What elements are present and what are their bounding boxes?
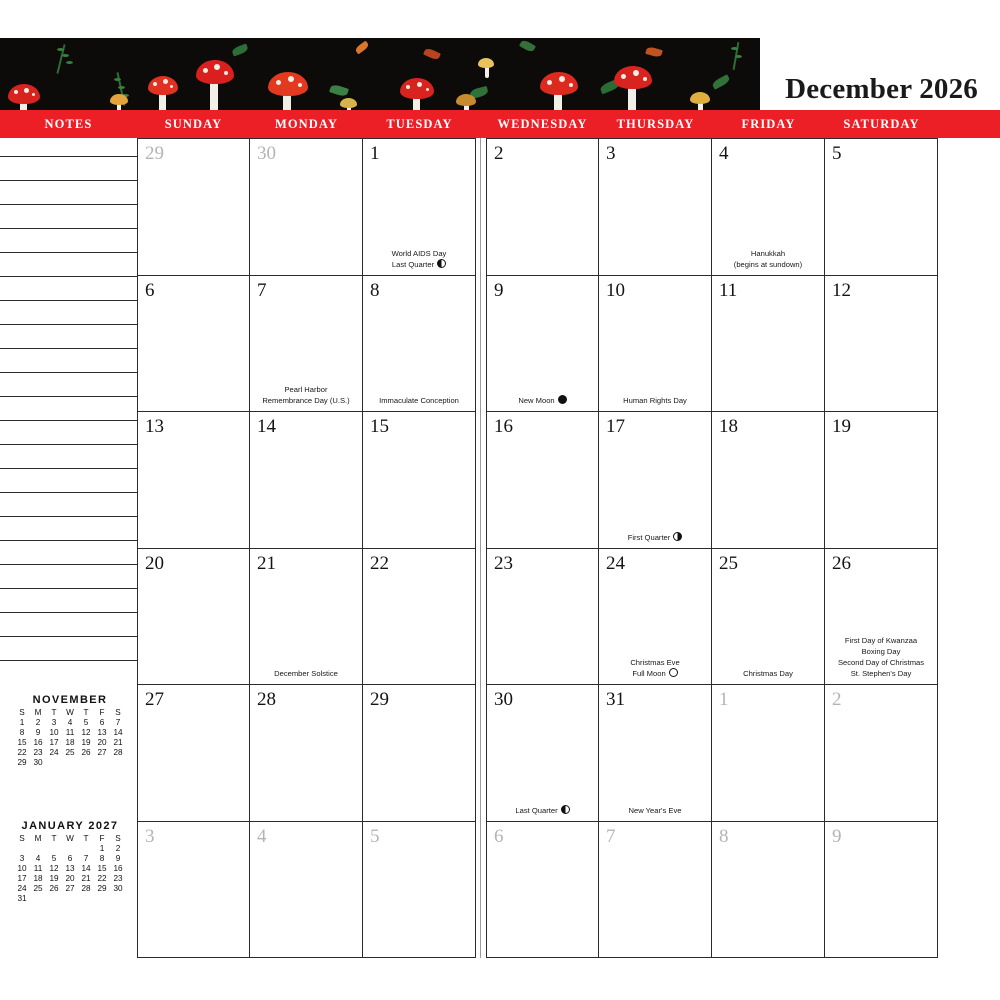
day-cell-thursday[interactable] xyxy=(599,548,712,685)
mini-day: 26 xyxy=(81,748,91,757)
day-cell-saturday[interactable] xyxy=(825,411,938,548)
day-cell-monday[interactable] xyxy=(250,411,363,548)
mini-day: 28 xyxy=(113,748,123,757)
event-label: St. Stephen's Day xyxy=(850,669,912,679)
mini-day: 1 xyxy=(19,718,25,727)
day-number: 30 xyxy=(494,689,513,711)
day-cell-thursday[interactable] xyxy=(599,275,712,412)
day-cell-saturday[interactable] xyxy=(825,821,938,958)
mini-day: 16 xyxy=(33,738,43,747)
mini-day: 27 xyxy=(65,884,75,893)
mini-day: 5 xyxy=(51,854,57,863)
mini-month-title: NOVEMBER xyxy=(32,694,108,706)
day-number: 19 xyxy=(832,416,851,438)
mini-day: 6 xyxy=(67,854,73,863)
day-number: 25 xyxy=(719,552,738,574)
fern-leaf-icon xyxy=(62,54,69,57)
mini-day: 29 xyxy=(97,884,107,893)
center-fold-gutter xyxy=(476,138,486,958)
mini-day xyxy=(78,758,94,768)
day-number: 29 xyxy=(370,689,389,711)
week-row xyxy=(486,548,938,685)
leaf-icon xyxy=(231,44,249,57)
mini-day: 8 xyxy=(99,854,105,863)
mini-day: 15 xyxy=(17,738,27,747)
mini-day xyxy=(46,758,62,768)
day-cell-friday[interactable] xyxy=(712,275,825,412)
mini-weekday: S xyxy=(19,834,25,843)
week-row xyxy=(137,411,476,548)
mini-weekday: F xyxy=(99,834,105,843)
mini-day xyxy=(46,894,62,904)
event-label: Last Quarter xyxy=(367,259,471,270)
week-row xyxy=(137,821,476,958)
day-number: 9 xyxy=(832,825,842,847)
day-number: 8 xyxy=(370,279,380,301)
mini-day: 9 xyxy=(115,854,121,863)
day-number: 8 xyxy=(719,825,729,847)
mini-day xyxy=(110,758,126,768)
month-grid xyxy=(137,138,1000,958)
mini-month-grid xyxy=(14,834,126,904)
column-header-sunday: SUNDAY xyxy=(164,116,223,131)
day-number: 4 xyxy=(257,825,267,847)
moon-phase-new-icon xyxy=(558,395,567,404)
day-cell-monday[interactable] xyxy=(250,821,363,958)
day-cell-wednesday[interactable] xyxy=(486,821,599,958)
mini-day xyxy=(110,894,126,904)
day-number: 23 xyxy=(494,552,513,574)
day-cell-friday[interactable] xyxy=(712,548,825,685)
mini-day: 7 xyxy=(83,854,89,863)
mini-day: 19 xyxy=(81,738,91,747)
mini-day: 30 xyxy=(113,884,123,893)
mini-day: 13 xyxy=(97,728,107,737)
mini-day: 10 xyxy=(49,728,59,737)
event-label: Human Rights Day xyxy=(623,396,687,406)
day-number: 5 xyxy=(370,825,380,847)
column-header-saturday: SATURDAY xyxy=(843,116,920,131)
day-events xyxy=(603,532,707,543)
day-cell-thursday[interactable] xyxy=(599,684,712,821)
day-cell-monday[interactable] xyxy=(250,684,363,821)
day-cell-friday[interactable] xyxy=(712,821,825,958)
event-label: Pearl Harbor xyxy=(284,385,328,395)
mini-weekday: M xyxy=(34,708,42,717)
mini-day: 13 xyxy=(65,864,75,873)
mini-day xyxy=(30,894,46,904)
leaf-icon xyxy=(711,74,731,90)
mini-day xyxy=(78,894,94,904)
day-number: 18 xyxy=(719,416,738,438)
column-header-friday: FRIDAY xyxy=(741,116,796,131)
mini-day: 19 xyxy=(49,874,59,883)
column-header-tuesday: TUESDAY xyxy=(386,116,453,131)
weekday-header-row xyxy=(0,110,1000,138)
mini-day: 15 xyxy=(97,864,107,873)
day-cell-friday[interactable] xyxy=(712,138,825,275)
mini-month-november xyxy=(14,694,126,768)
day-number: 20 xyxy=(145,552,164,574)
day-number: 7 xyxy=(257,279,267,301)
mini-day: 27 xyxy=(97,748,107,757)
mini-month-title: JANUARY 2027 xyxy=(21,820,119,832)
event-label: Christmas Day xyxy=(743,669,793,679)
day-events xyxy=(603,805,707,816)
day-events xyxy=(716,668,820,679)
day-number: 6 xyxy=(145,279,155,301)
mini-day: 12 xyxy=(81,728,91,737)
mini-day: 14 xyxy=(81,864,91,873)
day-cell-saturday[interactable] xyxy=(825,684,938,821)
day-cell-thursday[interactable] xyxy=(599,821,712,958)
day-cell-tuesday[interactable] xyxy=(363,411,476,548)
day-cell-sunday[interactable] xyxy=(137,275,250,412)
week-row xyxy=(486,821,938,958)
mini-day: 24 xyxy=(49,748,59,757)
mini-day xyxy=(30,844,46,854)
mini-day: 18 xyxy=(33,874,43,883)
column-header-notes: NOTES xyxy=(44,116,93,131)
calendar-body xyxy=(0,138,1000,958)
fern-leaf-icon xyxy=(57,48,64,51)
notes-column[interactable] xyxy=(0,138,137,958)
day-cell-monday[interactable] xyxy=(250,548,363,685)
mini-day: 29 xyxy=(17,758,27,767)
day-cell-saturday[interactable] xyxy=(825,138,938,275)
day-cell-tuesday[interactable] xyxy=(363,548,476,685)
mushroom-illustration-banner xyxy=(0,38,760,110)
mini-weekday: S xyxy=(115,708,121,717)
day-number: 6 xyxy=(494,825,504,847)
fern-leaf-icon xyxy=(735,55,742,58)
day-cell-wednesday[interactable] xyxy=(486,275,599,412)
event-label: Boxing Day xyxy=(861,647,901,657)
event-label: New Year's Eve xyxy=(628,805,682,815)
mini-day: 23 xyxy=(113,874,123,883)
day-number: 30 xyxy=(257,143,276,164)
mini-weekday: T xyxy=(83,708,89,717)
leaf-icon xyxy=(519,39,536,53)
day-events xyxy=(491,805,594,816)
day-number: 27 xyxy=(145,689,164,711)
day-number: 22 xyxy=(370,552,389,574)
left-page-grid xyxy=(137,138,476,958)
day-cell-sunday[interactable] xyxy=(137,138,250,275)
day-events xyxy=(254,668,358,679)
event-label: Second Day of Christmas xyxy=(837,658,925,668)
mini-weekday: T xyxy=(51,708,57,717)
event-label: Last Quarter xyxy=(491,805,594,816)
mini-day: 11 xyxy=(33,864,43,873)
day-number: 1 xyxy=(719,689,729,711)
mini-day: 26 xyxy=(49,884,59,893)
mini-day: 20 xyxy=(65,874,75,883)
mini-day: 10 xyxy=(17,864,27,873)
mini-day xyxy=(94,758,110,768)
day-events xyxy=(603,395,707,406)
day-number: 1 xyxy=(370,143,380,164)
event-label: Hanukkah xyxy=(750,248,786,258)
mini-day: 24 xyxy=(17,884,27,893)
event-label: December Solstice xyxy=(274,669,338,679)
day-number: 26 xyxy=(832,552,851,574)
event-label: World AIDS Day xyxy=(391,248,447,258)
day-number: 3 xyxy=(145,825,155,847)
event-label: (begins at sundown) xyxy=(733,259,803,269)
mini-day xyxy=(62,894,78,904)
day-cell-wednesday[interactable] xyxy=(486,411,599,548)
week-row xyxy=(486,411,938,548)
day-cell-friday[interactable] xyxy=(712,684,825,821)
right-page-grid xyxy=(486,138,938,958)
day-cell-monday[interactable] xyxy=(250,275,363,412)
day-cell-saturday[interactable] xyxy=(825,275,938,412)
day-number: 2 xyxy=(494,143,504,164)
day-events xyxy=(829,635,933,679)
mini-day: 14 xyxy=(113,728,123,737)
day-events xyxy=(367,395,471,406)
event-label: Full Moon xyxy=(603,668,707,679)
column-header-monday: MONDAY xyxy=(274,116,339,131)
day-cell-thursday[interactable] xyxy=(599,138,712,275)
mini-day xyxy=(78,844,94,854)
mini-month-january xyxy=(14,820,126,904)
mini-weekday: S xyxy=(19,708,25,717)
column-header-thursday: THURSDAY xyxy=(616,116,695,131)
day-number: 10 xyxy=(606,279,625,301)
day-number: 13 xyxy=(145,416,164,438)
mini-day: 5 xyxy=(83,718,89,727)
day-number: 3 xyxy=(606,143,616,164)
calendar-banner xyxy=(0,38,1000,110)
mini-day: 30 xyxy=(33,758,43,767)
mini-day: 7 xyxy=(115,718,121,727)
mini-day: 2 xyxy=(115,844,121,853)
center-fold-gutter xyxy=(476,110,486,138)
day-cell-wednesday[interactable] xyxy=(486,684,599,821)
day-cell-tuesday[interactable] xyxy=(363,275,476,412)
mini-weekday: T xyxy=(51,834,57,843)
mini-day: 9 xyxy=(35,728,41,737)
moon-phase-full-icon xyxy=(669,668,678,677)
day-number: 24 xyxy=(606,552,625,574)
mini-day: 31 xyxy=(17,894,27,903)
day-cell-sunday[interactable] xyxy=(137,548,250,685)
mini-day: 3 xyxy=(19,854,25,863)
page-title: December 2026 xyxy=(785,73,978,105)
mini-weekday: M xyxy=(34,834,42,843)
day-number: 31 xyxy=(606,689,625,711)
mini-day: 2 xyxy=(35,718,41,727)
mini-day: 16 xyxy=(113,864,123,873)
day-cell-wednesday[interactable] xyxy=(486,548,599,685)
day-events xyxy=(716,248,820,270)
leaf-icon xyxy=(423,47,441,61)
day-cell-saturday[interactable] xyxy=(825,548,938,685)
day-cell-sunday[interactable] xyxy=(137,411,250,548)
day-events xyxy=(491,395,594,406)
week-row xyxy=(137,138,476,275)
week-row xyxy=(137,684,476,821)
day-number: 9 xyxy=(494,279,504,301)
day-cell-monday[interactable] xyxy=(250,138,363,275)
mini-day: 4 xyxy=(67,718,73,727)
day-number: 4 xyxy=(719,143,729,164)
moon-phase-last-icon xyxy=(561,805,570,814)
mini-day: 25 xyxy=(33,884,43,893)
day-cell-friday[interactable] xyxy=(712,411,825,548)
event-label: Remembrance Day (U.S.) xyxy=(262,396,350,406)
fern-leaf-icon xyxy=(66,61,73,64)
mini-day: 6 xyxy=(99,718,105,727)
event-label: First Quarter xyxy=(603,532,707,543)
mini-day: 22 xyxy=(97,874,107,883)
day-number: 29 xyxy=(145,143,164,164)
day-number: 5 xyxy=(832,143,842,164)
leaf-icon xyxy=(645,46,663,58)
week-row xyxy=(486,684,938,821)
day-number: 2 xyxy=(832,689,842,711)
mini-day: 17 xyxy=(49,738,59,747)
day-number: 14 xyxy=(257,416,276,438)
mini-day: 21 xyxy=(113,738,123,747)
mini-day: 11 xyxy=(65,728,75,737)
day-cell-sunday[interactable] xyxy=(137,684,250,821)
day-cell-wednesday[interactable] xyxy=(486,138,599,275)
mini-day: 18 xyxy=(65,738,75,747)
day-number: 21 xyxy=(257,552,276,574)
mini-weekday: F xyxy=(99,708,105,717)
mini-day xyxy=(46,844,62,854)
mini-day xyxy=(62,844,78,854)
mini-day: 23 xyxy=(33,748,43,757)
fern-leaf-icon xyxy=(118,86,125,89)
mini-day: 12 xyxy=(49,864,59,873)
day-number: 16 xyxy=(494,416,513,438)
event-label: First Day of Kwanzaa xyxy=(844,636,918,646)
mini-day xyxy=(62,758,78,768)
week-row xyxy=(137,275,476,412)
column-header-wednesday: WEDNESDAY xyxy=(497,116,588,131)
event-label: New Moon xyxy=(491,395,594,406)
day-cell-tuesday[interactable] xyxy=(363,138,476,275)
week-row xyxy=(486,275,938,412)
day-cell-tuesday[interactable] xyxy=(363,821,476,958)
mini-weekday: T xyxy=(83,834,89,843)
fern-leaf-icon xyxy=(114,78,121,81)
mini-day: 21 xyxy=(81,874,91,883)
day-number: 12 xyxy=(832,279,851,301)
day-number: 17 xyxy=(606,416,625,438)
mini-day: 8 xyxy=(19,728,25,737)
day-number: 28 xyxy=(257,689,276,711)
week-row xyxy=(486,138,938,275)
day-events xyxy=(367,248,471,270)
day-number: 11 xyxy=(719,279,738,301)
mini-day xyxy=(94,894,110,904)
mini-day: 1 xyxy=(99,844,105,853)
day-number: 15 xyxy=(370,416,389,438)
leaf-icon xyxy=(354,41,369,55)
mini-month-grid xyxy=(14,708,126,768)
moon-phase-last-icon xyxy=(437,259,446,268)
mini-day: 28 xyxy=(81,884,91,893)
mini-day: 20 xyxy=(97,738,107,747)
day-cell-sunday[interactable] xyxy=(137,821,250,958)
day-cell-thursday[interactable] xyxy=(599,411,712,548)
day-number: 7 xyxy=(606,825,616,847)
mini-day: 17 xyxy=(17,874,27,883)
mini-day: 4 xyxy=(35,854,41,863)
mini-weekday: W xyxy=(66,708,74,717)
event-label: Christmas Eve xyxy=(630,658,680,668)
moon-phase-first-icon xyxy=(673,532,682,541)
leaf-icon xyxy=(329,83,349,97)
mini-day: 25 xyxy=(65,748,75,757)
day-events xyxy=(603,657,707,679)
month-title-container xyxy=(760,38,1000,110)
week-row xyxy=(137,548,476,685)
day-cell-tuesday[interactable] xyxy=(363,684,476,821)
fern-leaf-icon xyxy=(731,47,738,50)
mini-day xyxy=(14,844,30,854)
mini-weekday: W xyxy=(66,834,74,843)
mini-day: 3 xyxy=(51,718,57,727)
day-events xyxy=(254,384,358,406)
mini-weekday: S xyxy=(115,834,121,843)
mini-day: 22 xyxy=(17,748,27,757)
event-label: Immaculate Conception xyxy=(379,396,459,406)
